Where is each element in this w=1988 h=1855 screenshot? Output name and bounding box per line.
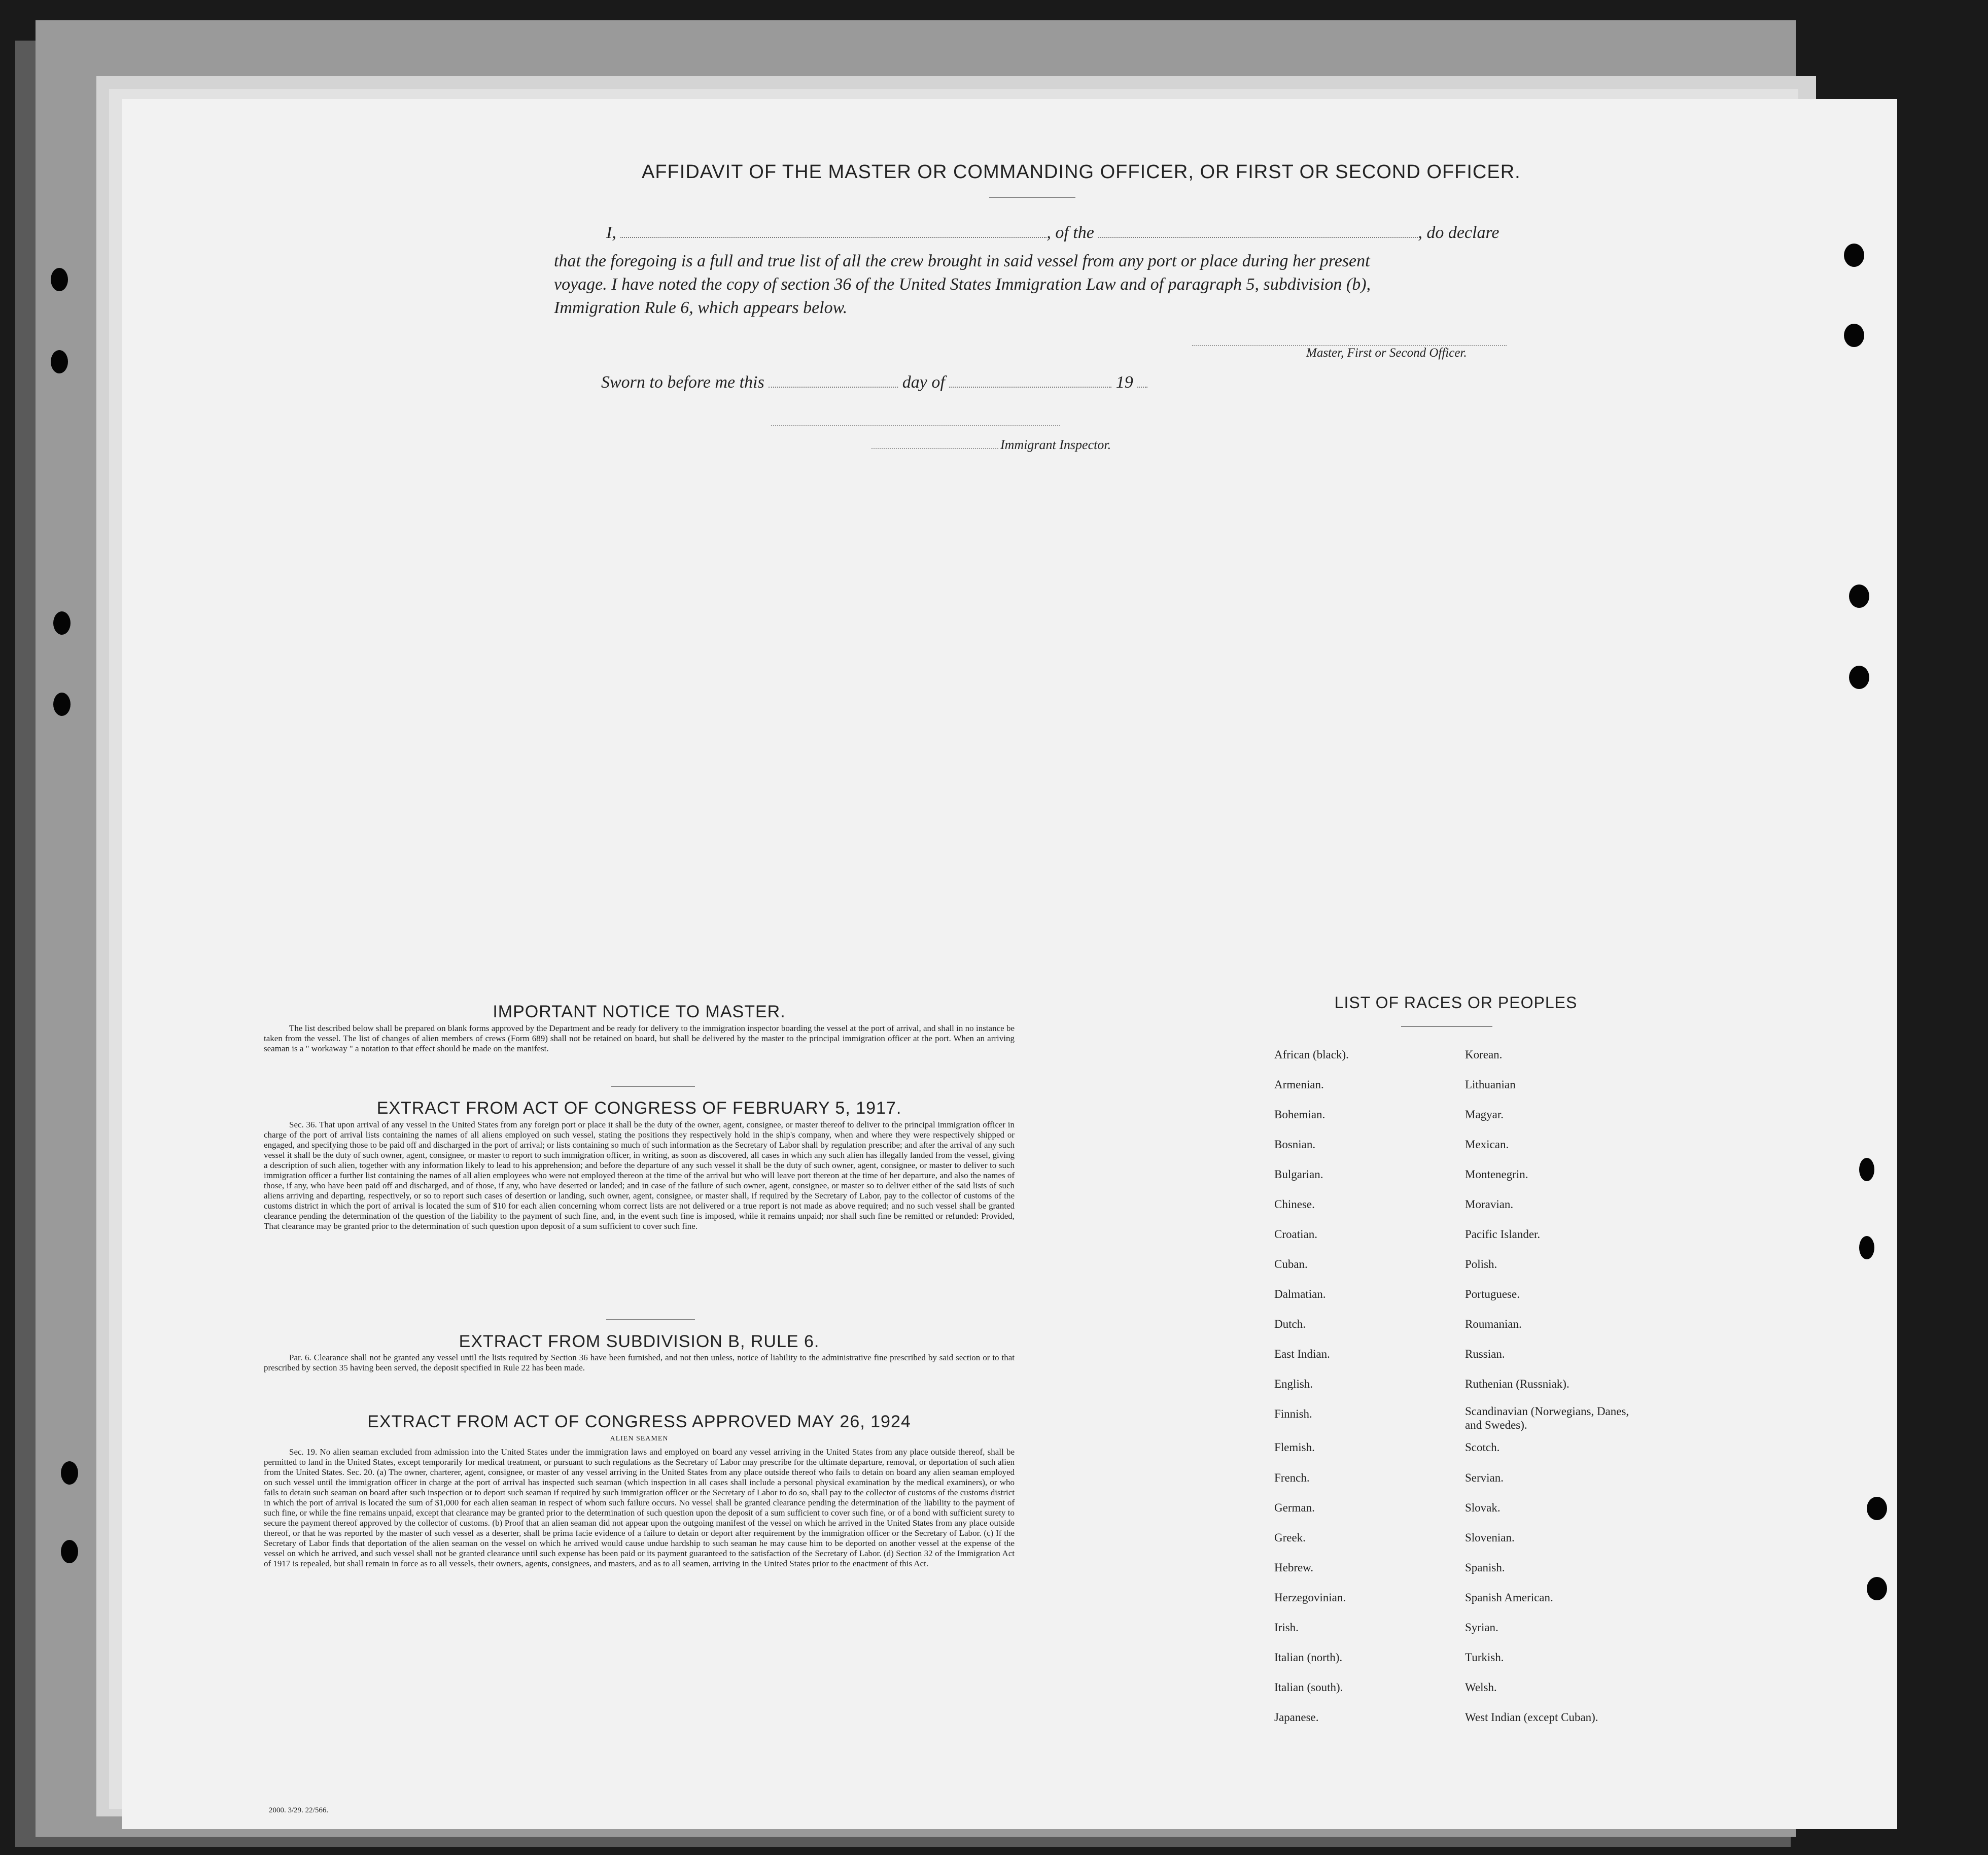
affidavit-of-the: , of the [1047, 223, 1094, 242]
affidavit-line-1 [606, 223, 1499, 243]
race-item: Chinese. [1274, 1198, 1315, 1211]
inspector-label: Immigrant Inspector. [1000, 437, 1111, 452]
sworn-day-blank[interactable] [769, 387, 898, 388]
day-of-label: day of [902, 373, 945, 392]
races-title: LIST OF RACES OR PEOPLES [1334, 993, 1578, 1012]
punch-hole [61, 1540, 78, 1563]
punch-hole [1849, 666, 1869, 689]
affidavit-do-declare: , do declare [1418, 223, 1499, 242]
extract-1924-body: Sec. 19. No alien seaman excluded from admission into the United States under the immigration laws and employed on board any vessel arriving in the United States from any place outside thereof, shall be permitted to land in the United States, except temporarily for medical treatment, or pursuant to such regulations as the Secretary of Labor may prescribe for the ultimate departure, removal, or deportation of such alien from the United States. Sec. 20. (a) The owner, charterer, agent, consignee, or master of any vessel arriving in the United States from any place outside thereof who fails to detain on board any alien seaman employed on such vessel until the immigration officer in charge at the port of arrival has inspected such seaman (which inspection in all cases shall include a personal physical examination by the medical examiners), or who fails to detain such seaman on board after such inspection or to deport such seaman if required by such immigration officer or the Secretary of Labor to do so, shall pay to the collector of customs of the customs district in which the port of arrival is located the sum of $1,000 for each alien seaman in respect of whom such failure occurs. No vessel shall be granted clearance pending the determination of the liability to the payment of such fine, or while the fine remains unpaid, except that clearance may be granted prior to the determination of such question upon the deposit of a sum sufficient to cover such fine, or of a bond with sufficient surety to secure the payment thereof approved by the collector of customs. (b) Proof that an alien seaman did not appear upon the outgoing manifest of the vessel on which he arrived in the United States from any place outside thereof, or that he was reported by the master of such vessel as a deserter, shall be prima facie evidence of a failure to detain or deport after requirement by the immigration officer or the Secretary of Labor. (c) If the Secretary of Labor finds that deportation of the alien seaman on the vessel on which he arrived would cause undue hardship to such seaman he may cause him to be deported on another vessel at the expense of the vessel on which he arrived, and such vessel shall not be granted clearance until such expense has been paid or its payment guaranteed to the satisfaction of the Secretary of Labor. (d) Section 32 of the Immigration Act of 1917 is repealed, but shall remain in force as to all vessels, their owners, agents, consignees, and masters, and as to all seamen, arriving in the United States prior to the enactment of this Act. [264, 1447, 1015, 1568]
affidavit-i-label: I, [606, 223, 616, 242]
extract-rule6-title: EXTRACT FROM SUBDIVISION B, RULE 6. [459, 1332, 820, 1351]
race-item: Spanish. [1465, 1561, 1505, 1574]
race-item: Montenegrin. [1465, 1168, 1528, 1181]
race-item: French. [1274, 1471, 1310, 1484]
affidavit-line-2: that the foregoing is a full and true list of all the crew brought in said vessel from any port or place during her present [554, 252, 1370, 270]
punch-hole [53, 611, 71, 635]
punch-hole [61, 1461, 78, 1485]
inspector-line[interactable] [771, 425, 1060, 426]
notice-body: The list described below shall be prepared on blank forms approved by the Department and be ready for delivery to the immigration inspector boarding the vessel at the port of arrival, and shall in no instance be taken from the vessel. The list of changes of alien members of crews (Form 689) shall not be retained on board, but shall be delivered by the master to the principal immigration officer at the port. When an arriving seaman is a " workaway " a notation to that effect should be made on the manifest. [264, 1023, 1015, 1053]
race-item: Bulgarian. [1274, 1168, 1323, 1181]
punch-hole [1859, 1158, 1874, 1181]
form-page [122, 99, 1897, 1829]
race-item: Hebrew. [1274, 1561, 1314, 1574]
race-item: Scandinavian (Norwegians, Danes, and Swedes). [1465, 1405, 1629, 1431]
race-item: Roumanian. [1465, 1318, 1522, 1330]
punch-hole [53, 693, 71, 716]
race-item: Korean. [1465, 1048, 1503, 1061]
sworn-year-blank[interactable] [1137, 387, 1147, 388]
race-item: Portuguese. [1465, 1288, 1520, 1300]
punch-hole [1844, 324, 1864, 347]
race-item: Moravian. [1465, 1198, 1514, 1211]
race-item: Irish. [1274, 1621, 1299, 1634]
race-item: Turkish. [1465, 1651, 1504, 1664]
signature-label: Master, First or Second Officer. [1306, 346, 1467, 360]
race-item: Armenian. [1274, 1078, 1324, 1091]
sworn-label: Sworn to before me this [601, 373, 764, 392]
divider [611, 1086, 695, 1087]
race-item: Bosnian. [1274, 1138, 1316, 1151]
vessel-blank[interactable] [1098, 237, 1418, 238]
race-item: West Indian (except Cuban). [1465, 1711, 1598, 1724]
divider [989, 197, 1075, 198]
extract-rule6-body: Par. 6. Clearance shall not be granted any vessel until the lists required by Section 36 have been furnished, and not then unless, notice of liability to the administrative fine prescribed by said section or to that prescribed by section 35 having been served, the deposit specified in Rule 22 has been made. [264, 1353, 1015, 1372]
race-item: Servian. [1465, 1471, 1504, 1484]
race-item: Syrian. [1465, 1621, 1498, 1634]
race-item: Magyar. [1465, 1108, 1504, 1121]
extract-1917-body: Sec. 36. That upon arrival of any vessel in the United States from any foreign port or place it shall be the duty of the owner, agent, consignee, or master thereof to deliver to the principal immigration officer in charge of the port of arrival lists containing the names of all aliens employed on such vessel, stating the positions they respectively hold in the ship's company, when and where they were respectively shipped or engaged, and specifying those to be paid off and discharged in the port of arrival; or lists containing so much of such information as the Secretary of Labor shall by regulation prescribe; and after the arrival of any such vessel it shall be the duty of such owner, agent, consignee, or master to report to such immigration officer, in writing, as soon as discovered, all cases in which any such alien has illegally landed from the vessel, giving a description of such alien, together with any information likely to lead to his apprehension; and before the departure of any such vessel it shall be the duty of such owner, agent, consignee, or master to deliver to such immigration officer a further list containing the names of all alien employees who were not employed thereon at the time of the arrival but who will leave port thereon at the time of her departure, and also the names of those, if any, who have been paid off and discharged, and of those, if any, who have deserted or landed; and in case of the failure of such owner, agent, consignee, or master so to deliver either of the said lists of such aliens arriving and departing, respectively, or so to report such cases of desertion or landing, such owner, agent, consignee, or master shall, if required by the Secretary of Labor, pay to the collector of customs of the customs district in which the port of arrival is located the sum of $10 for each alien concerning whom correct lists are not delivered or a true report is not made as above required; and no such vessel shall be granted clearance pending the determination of the question of the liability to the payment of such fine, and, in the event such fine is imposed, while it remains unpaid; nor shall such fine be remitted or refunded: Provided, That clearance may be granted prior to the determination of such question upon deposit of a sum sufficient to cover such fine. [264, 1120, 1015, 1231]
punch-hole [1867, 1497, 1887, 1520]
divider [606, 1319, 695, 1320]
race-item: Dalmatian. [1274, 1288, 1326, 1300]
race-item: Lithuanian [1465, 1078, 1516, 1091]
print-code: 2000. 3/29. 22/566. [269, 1806, 329, 1814]
race-item: Japanese. [1274, 1711, 1319, 1724]
punch-hole [1859, 1236, 1874, 1259]
divider [1401, 1026, 1492, 1027]
punch-hole [1849, 585, 1869, 608]
race-item: German. [1274, 1501, 1315, 1514]
punch-hole [1867, 1577, 1887, 1600]
race-item: Cuban. [1274, 1258, 1308, 1270]
race-item: Scotch. [1465, 1441, 1500, 1454]
year-label: 19 [1115, 373, 1133, 392]
affidavit-title: AFFIDAVIT OF THE MASTER OR COMMANDING OFFICER, OR FIRST OR SECOND OFFICER. [642, 161, 1521, 183]
punch-hole [1844, 244, 1864, 267]
race-item: Italian (north). [1274, 1651, 1343, 1664]
race-item: African (black). [1274, 1048, 1349, 1061]
race-item: Spanish American. [1465, 1591, 1553, 1604]
race-item: Finnish. [1274, 1407, 1312, 1420]
race-item: Slovak. [1465, 1501, 1501, 1514]
affidavit-line-4: Immigration Rule 6, which appears below. [554, 298, 848, 317]
race-item: Greek. [1274, 1531, 1306, 1544]
race-item: Croatian. [1274, 1228, 1317, 1241]
race-item: Bohemian. [1274, 1108, 1326, 1121]
race-item: Herzegovinian. [1274, 1591, 1346, 1604]
race-item: Pacific Islander. [1465, 1228, 1541, 1241]
race-item: Mexican. [1465, 1138, 1509, 1151]
punch-hole [51, 268, 68, 291]
race-item: English. [1274, 1378, 1313, 1390]
extract-1917-title: EXTRACT FROM ACT OF CONGRESS OF FEBRUARY 5, 1917. [376, 1098, 902, 1118]
race-item: Flemish. [1274, 1441, 1315, 1454]
race-item: Ruthenian (Russniak). [1465, 1378, 1570, 1390]
name-blank[interactable] [620, 237, 1047, 238]
inspector-line-short [871, 448, 998, 449]
race-item: Polish. [1465, 1258, 1497, 1270]
race-item: East Indian. [1274, 1348, 1330, 1360]
extract-1924-title: EXTRACT FROM ACT OF CONGRESS APPROVED MAY 26, 1924 [367, 1412, 911, 1431]
punch-hole [51, 350, 68, 373]
race-item: Slovenian. [1465, 1531, 1515, 1544]
sworn-line [601, 373, 1147, 392]
race-item: Italian (south). [1274, 1681, 1343, 1694]
race-item: Dutch. [1274, 1318, 1306, 1330]
extract-1924-subtitle: ALIEN SEAMEN [610, 1435, 669, 1442]
notice-title: IMPORTANT NOTICE TO MASTER. [493, 1002, 786, 1021]
race-item: Welsh. [1465, 1681, 1497, 1694]
sworn-month-blank[interactable] [949, 387, 1111, 388]
race-item: Russian. [1465, 1348, 1505, 1360]
affidavit-line-3: voyage. I have noted the copy of section 36 of the United States Immigration Law and of paragraph 5, subdivision (b), [554, 275, 1371, 294]
